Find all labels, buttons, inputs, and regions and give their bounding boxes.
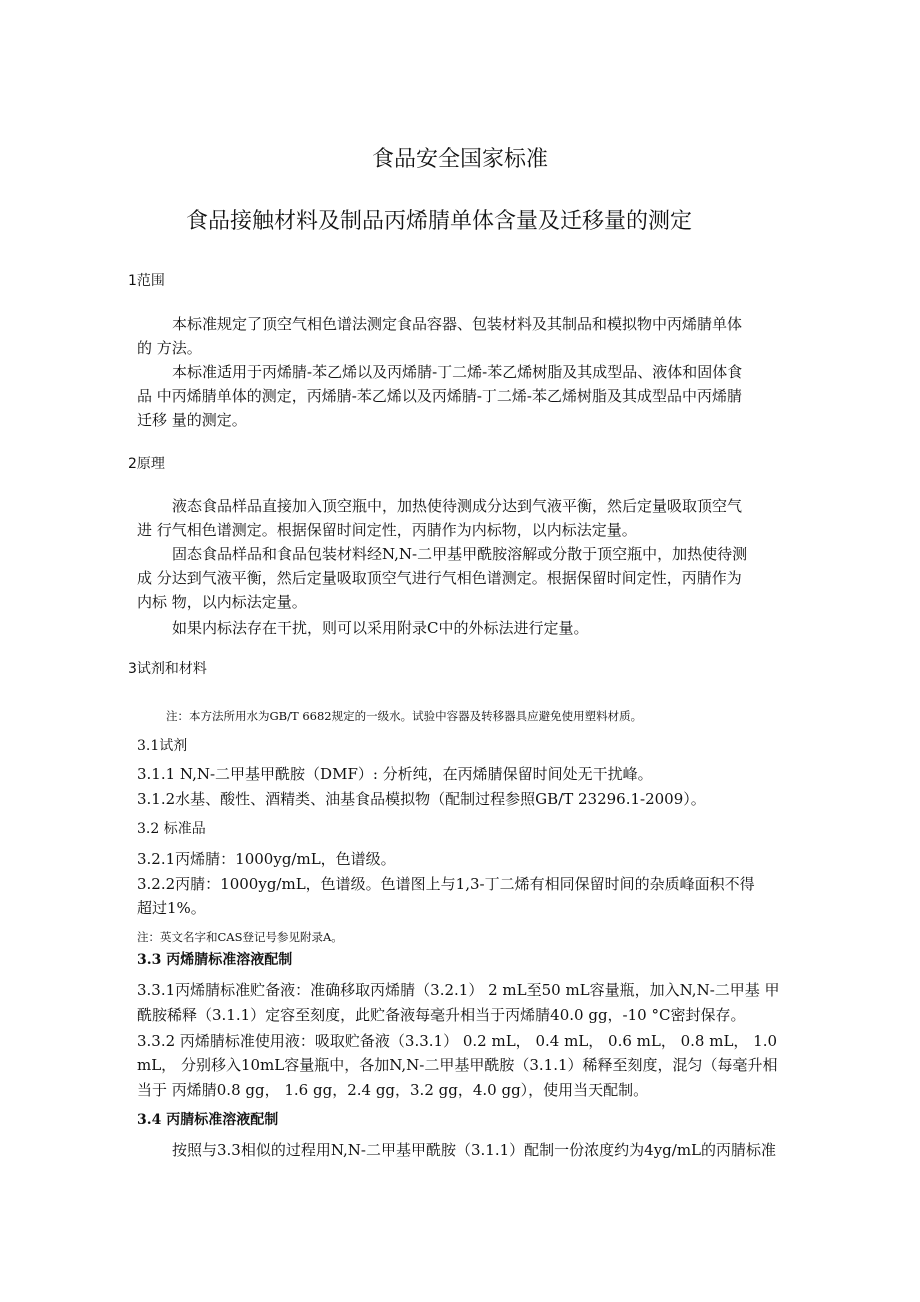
paragraph-line: 3.3.1丙烯腈标准贮备液：准确移取丙烯腈（3.2.1） 2 mL至50 mL容量瓶，加入N,N-二甲基 甲 <box>137 981 780 999</box>
paragraph-line: 超过1%。 <box>137 899 206 917</box>
document-subtitle: 食品接触材料及制品丙烯腈单体含量及迁移量的测定 <box>186 209 693 234</box>
subsection-heading: 3.1试剂 <box>137 738 188 754</box>
paragraph-line: 本标准规定了顶空气相色谱法测定食品容器、包装材料及其制品和模拟物中丙烯腈单体 <box>172 315 743 333</box>
paragraph-line: 液态食品样品直接加入顶空瓶中，加热使待测成分达到气液平衡，然后定量吸取顶空气 <box>172 497 743 515</box>
subsection-heading: 3.2 标准品 <box>137 821 206 837</box>
paragraph-line: 的 方法。 <box>137 339 202 357</box>
document-title: 食品安全国家标准 <box>372 147 549 172</box>
paragraph-line: 进 行气相色谱测定。根据保留时间定性，丙腈作为内标物，以内标法定量。 <box>137 521 637 539</box>
note-cas: 注：英文名字和CAS登记号参见附录A。 <box>137 930 343 944</box>
paragraph-line: 成 分达到气液平衡，然后定量吸取顶空气进行气相色谱测定。根据保留时间定性，丙腈作为 <box>137 569 742 587</box>
paragraph-line: 品 中丙烯腈单体的测定，丙烯腈-苯乙烯以及丙烯腈-丁二烯-苯乙烯树脂及其成型品中丙烯腈 <box>137 387 742 405</box>
section-heading-principle: 2原理 <box>128 456 165 472</box>
paragraph-line: 按照与3.3相似的过程用N,N-二甲基甲酰胺（3.1.1）配制一份浓度约为4yg/mL的丙腈标准 <box>172 1141 777 1159</box>
paragraph-line: 3.3.2 丙烯腈标准使用液：吸取贮备液（3.3.1） 0.2 mL， 0.4 mL， 0.6 mL， 0.8 mL， 1.0 <box>137 1032 778 1050</box>
paragraph-line: 当于 丙烯腈0.8 gg， 1.6 gg，2.4 gg，3.2 gg，4.0 gg），使用当天配制。 <box>137 1081 649 1099</box>
section-heading-scope: 1范围 <box>128 273 165 289</box>
paragraph-line: 如果内标法存在干扰，则可以采用附录C中的外标法进行定量。 <box>172 619 589 637</box>
subsection-heading: 3.4 丙腈标准溶液配制 <box>137 1112 279 1128</box>
paragraph-line: 3.2.2丙腈：1000yg/mL，色谱级。色谱图上与1,3-丁二烯有相同保留时间的杂质峰面积不得 <box>137 875 755 893</box>
paragraph-line: mL， 分别移入10mL容量瓶中，各加N,N-二甲基甲酰胺（3.1.1）稀释至刻度，混匀（每毫升相 <box>137 1056 778 1074</box>
paragraph-line: 本标准适用于丙烯腈-苯乙烯以及丙烯腈-丁二烯-苯乙烯树脂及其成型品、液体和固体食 <box>172 363 743 381</box>
note-water: 注：本方法所用水为GB/T 6682规定的一级水。试验中容器及转移器具应避免使用塑料材质。 <box>166 709 643 723</box>
paragraph-line: 3.2.1丙烯腈：1000yg/mL，色谱级。 <box>137 850 396 868</box>
paragraph-line: 3.1.2水基、酸性、酒精类、油基食品模拟物（配制过程参照GB/T 23296.1-2009）。 <box>137 790 706 808</box>
paragraph-line: 酰胺稀释（3.1.1）定容至刻度，此贮备液每毫升相当于丙烯腈40.0 gg，-10 °C密封保存。 <box>137 1006 746 1024</box>
subsection-heading: 3.3 丙烯腈标准溶液配制 <box>137 952 293 968</box>
paragraph-line: 3.1.1 N,N-二甲基甲酰胺（DMF）: 分析纯，在丙烯腈保留时间处无干扰峰。 <box>137 765 653 783</box>
paragraph-line: 固态食品样品和食品包装材料经N,N-二甲基甲酰胺溶解或分散于顶空瓶中，加热使待测 <box>172 545 748 563</box>
section-heading-reagents: 3试剂和材料 <box>128 661 207 677</box>
paragraph-line: 迁移 量的测定。 <box>137 411 247 429</box>
paragraph-line: 内标 物，以内标法定量。 <box>137 593 307 611</box>
